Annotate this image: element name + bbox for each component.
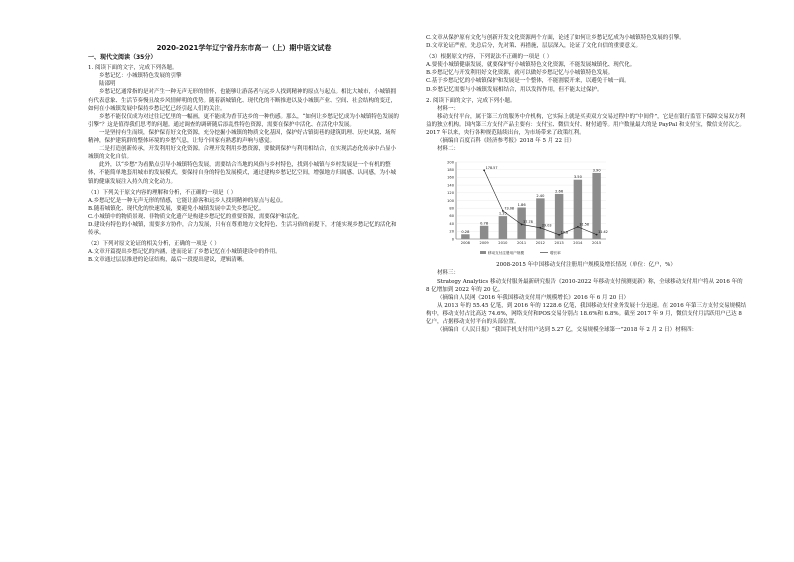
material-title: 材料三：: [437, 270, 460, 277]
bar: [536, 199, 544, 240]
paragraph: 乡愁不能仅仅成为对过往记忆里的一幅画，更不能成为香节达乡的一种伤感。那么，“如何让乡愁记忆成为小城镇特色发展的引擎”？这是值得我们思考的问题。通过调查的调研随后添乱性特色资源，需要在保护中活化、在活化中发展。: [88, 113, 399, 128]
legend-bar-swatch: [480, 251, 486, 254]
bar-value-label: 2.40: [536, 194, 545, 199]
right-column: [426, 34, 746, 334]
y-tick-label: 40: [449, 222, 454, 227]
x-tick-label: 2011: [517, 241, 527, 246]
option-d: D.文章论证严密，先总后分，先对策、再措施，层层深入，论证了文化自信的重要意义。: [426, 43, 641, 50]
chart-svg: [440, 156, 612, 259]
source-note: （摘编自人民网《2016 年我国移动支付用户规模增长》2016 年 6 月 20 日）: [437, 294, 629, 301]
article-author: 陆邵明: [99, 81, 116, 88]
bar-value-label: 0.78: [480, 221, 489, 226]
option-c: C.文章从保护原有文化与创新开发文化资源两个方面，论述了如何让乡愁记忆成为小城镇特色发展的引擎。: [426, 35, 685, 41]
source-note: （摘编自百度百科《经济参考报》2018 年 5 月 22 日）: [437, 138, 575, 145]
x-tick-label: 2015: [592, 241, 602, 246]
y-tick-label: 200: [447, 160, 454, 165]
bar-value-label: 3.90: [592, 168, 601, 173]
x-tick-label: 2012: [535, 241, 545, 246]
paragraph: 移动支付平台，属于第三方的服务中介机构，它实际上就是买卖双方交易过程中的“中间件”，它是在银行监管下保障交易双方利益的独立机构。国内第三方支付产品主要有：支付宝、微信支付、财付通等。用户数量最大的是 PayPal 和支付宝，微信支付次之。2017 年以来，央行各种规范陆续出台，为市场带来了政策红利。: [426, 113, 746, 137]
x-tick-label: 2014: [573, 241, 583, 246]
question-intro: 1. 阅读下面的文字，完成下列各题。: [88, 65, 178, 72]
x-tick-label: 2013: [554, 241, 564, 246]
option-a: A.要使小城镇健康发展，就要保护好小城镇特色文化资源，不能发展城镇化、现代化。: [426, 62, 636, 69]
y-tick-label: 140: [447, 183, 454, 188]
x-tick-label: 2008: [460, 241, 470, 246]
question-stem: （2）下列对原文论证的相关分析，正确的一项是（ ）: [88, 241, 220, 248]
article-title: 乡愁记忆：小城镇特色发展的引擎: [99, 73, 182, 80]
material-title: 材料一：: [437, 105, 460, 112]
y-tick-label: 180: [447, 168, 454, 173]
line-value-label: 11.42: [598, 230, 608, 235]
bar-value-label: 3.50: [573, 175, 582, 180]
bar-value-label: 2.66: [555, 189, 564, 194]
paragraph: 从 2013 年的 55.45 亿笔，到 2016 年的 1228.6 亿笔，我国移动支付业务发展十分迅速。在 2016 年第三方支付交易规模结构中，移动支付占比高达 74.6%，网络支付和POS交易分别占 18.6%和 6.8%。截至 2017 年 9 月，微信支付月活跃用户已达 8 亿户，占据移动支付平台的头部位置。: [426, 302, 746, 325]
bar: [461, 235, 469, 240]
paragraph: 一是坚持有生而续，保护保育好文化资源，充分挖掘小城镇的物质文化基因，保护好古镇街巷的建筑肌理、历史风貌、场所精神，保护建筑群的整体环境的乡愁气息，让每个回家有熟悉的声响与感觉。: [88, 129, 397, 145]
x-tick-label: 2010: [498, 241, 508, 246]
page-title: 2020-2021学年辽宁省丹东市高一（上）期中语文试卷: [156, 44, 332, 52]
bar-value-label: 0.28: [461, 230, 470, 235]
question-intro: 2. 阅读下面的文字，完成下列小题。: [426, 97, 516, 104]
option-d: D.乡愁记忆需要与小城镇发展相结合，用以发挥作用，但不能太过保护。: [426, 86, 603, 93]
bar-value-label: 1.86: [517, 203, 526, 208]
bar-line-chart: [440, 156, 612, 259]
y-tick-label: 0: [451, 237, 454, 242]
question-stem: （3）根据原文内容，下列说法不正确的一项是（ ）: [426, 54, 553, 61]
paragraph: Strategy Analytics 移动支付服务最新研究报告《2010-2022 年移动支付预测更新》称，全球移动支付用户将从 2016 年的 8 亿增加到 2022 年的 20 亿。: [426, 278, 743, 293]
y-tick-label: 60: [449, 214, 454, 219]
x-tick-label: 2009: [479, 241, 489, 246]
line-value-label: 73.08: [504, 206, 515, 211]
source-note: （摘编自《人民日报》“我国手机支付用户达到 5.27 亿，交易规模全球第一”2018 年 2 月 2 日）材料四：: [437, 327, 698, 334]
material-title: 材料二：: [437, 146, 460, 153]
line-value-label: 29.03: [541, 223, 552, 228]
line-value-label: 37.78: [523, 220, 533, 225]
bar: [592, 173, 600, 239]
left-column: [88, 34, 400, 264]
legend-label: 移动支付注册用户规模: [488, 251, 524, 256]
option-a: A.乡愁记忆是一种无声无形的情感，它能让游客和远乡人找到精神的原点与起点。: [88, 197, 287, 204]
paragraph: 此外，以“乡愁”为看點点引导小城镇特色发展，需要结合当地的风俗与乡村特色，找到小城镇与乡村发展是一个有机的整体，不能简单地套用城市的发展模式，要保持自身的特色发展模式，通过建构乡愁记忆空间，增强地方归属感、认同感，为小城镇的健康发展注入持久的文化动力。: [88, 162, 397, 185]
y-tick-label: 120: [447, 191, 454, 196]
section-heading: 一、现代文阅读（35分）: [88, 54, 157, 62]
option-c: C.基于乡愁记忆的小城镇保护和发展是一个整体，不能割裂开来，以避免千城一面。: [426, 78, 630, 85]
paragraph: 乡愁记忆通常指的是对产生一种无声无形的情怀，也能够让游荡者与远乡人找到精神的原点与起点。相比大城市，小城镇拥有代表意象、生活节奏慢且故乡风情鲜明的优势。随着新城镇化、现代化的不断推进以及小城镇产业、空间、社会结构的变迁，如何在小城镇发展中保持乡愁记忆已经引起人们的关注。: [88, 89, 397, 112]
paragraph: 二是打造创新传承，开发利用好文化资源。合理开发利用乡愁资源，要做到保护与利用相结合，在实现活态化传承中凸显小城镇的文化自信。: [88, 146, 397, 161]
bar-value-label: 1.35: [498, 211, 507, 216]
option-b: B.乡愁记忆与开发利用好文化资源，就可以做好乡愁记忆与小城镇特色发展。: [426, 70, 614, 77]
legend-label: 增长率: [550, 251, 561, 256]
question-stem: （1）下列关于原文内容的理解和分析，不正确的一项是（ ）: [88, 189, 237, 196]
option-b: B.随着城镇化、现代化的快速发展，要避免小城镇发展中丢失乡愁记忆。: [88, 205, 265, 212]
y-tick-label: 160: [447, 176, 454, 181]
option-a: A.文章开篇提出乡愁记忆的内涵，进而论证了乡愁记忆在小城镇建设中的作用。: [88, 249, 281, 256]
chart-caption: 2008-2015 年中国移动支付注册用户规模及增长情况（单位：亿户，%）: [496, 262, 676, 269]
option-c: C.小城镇中的物质景观、非物质文化遗产是构建乡愁记忆的重要资源，需要保护和活化。: [88, 213, 303, 220]
y-tick-label: 20: [449, 229, 454, 234]
bar: [480, 226, 488, 239]
option-d: D.建设有特色的小城镇，需要多方协作，合力发展，只有在尊重地方文化特色、生活习俗的前提下，才能实现乡愁记忆的活化和传承。: [88, 221, 397, 237]
bar: [499, 216, 507, 239]
line-value-label: 10.8: [560, 230, 569, 235]
y-tick-label: 80: [449, 206, 454, 211]
line-value-label: 31.58: [579, 222, 590, 227]
line-value-label: 178.57: [485, 166, 498, 171]
bar: [574, 180, 582, 239]
y-tick-label: 100: [447, 199, 454, 204]
option-b: B.文章通过层层推进的论证结构，最后一段提出建议，逻辑清晰。: [88, 257, 248, 264]
